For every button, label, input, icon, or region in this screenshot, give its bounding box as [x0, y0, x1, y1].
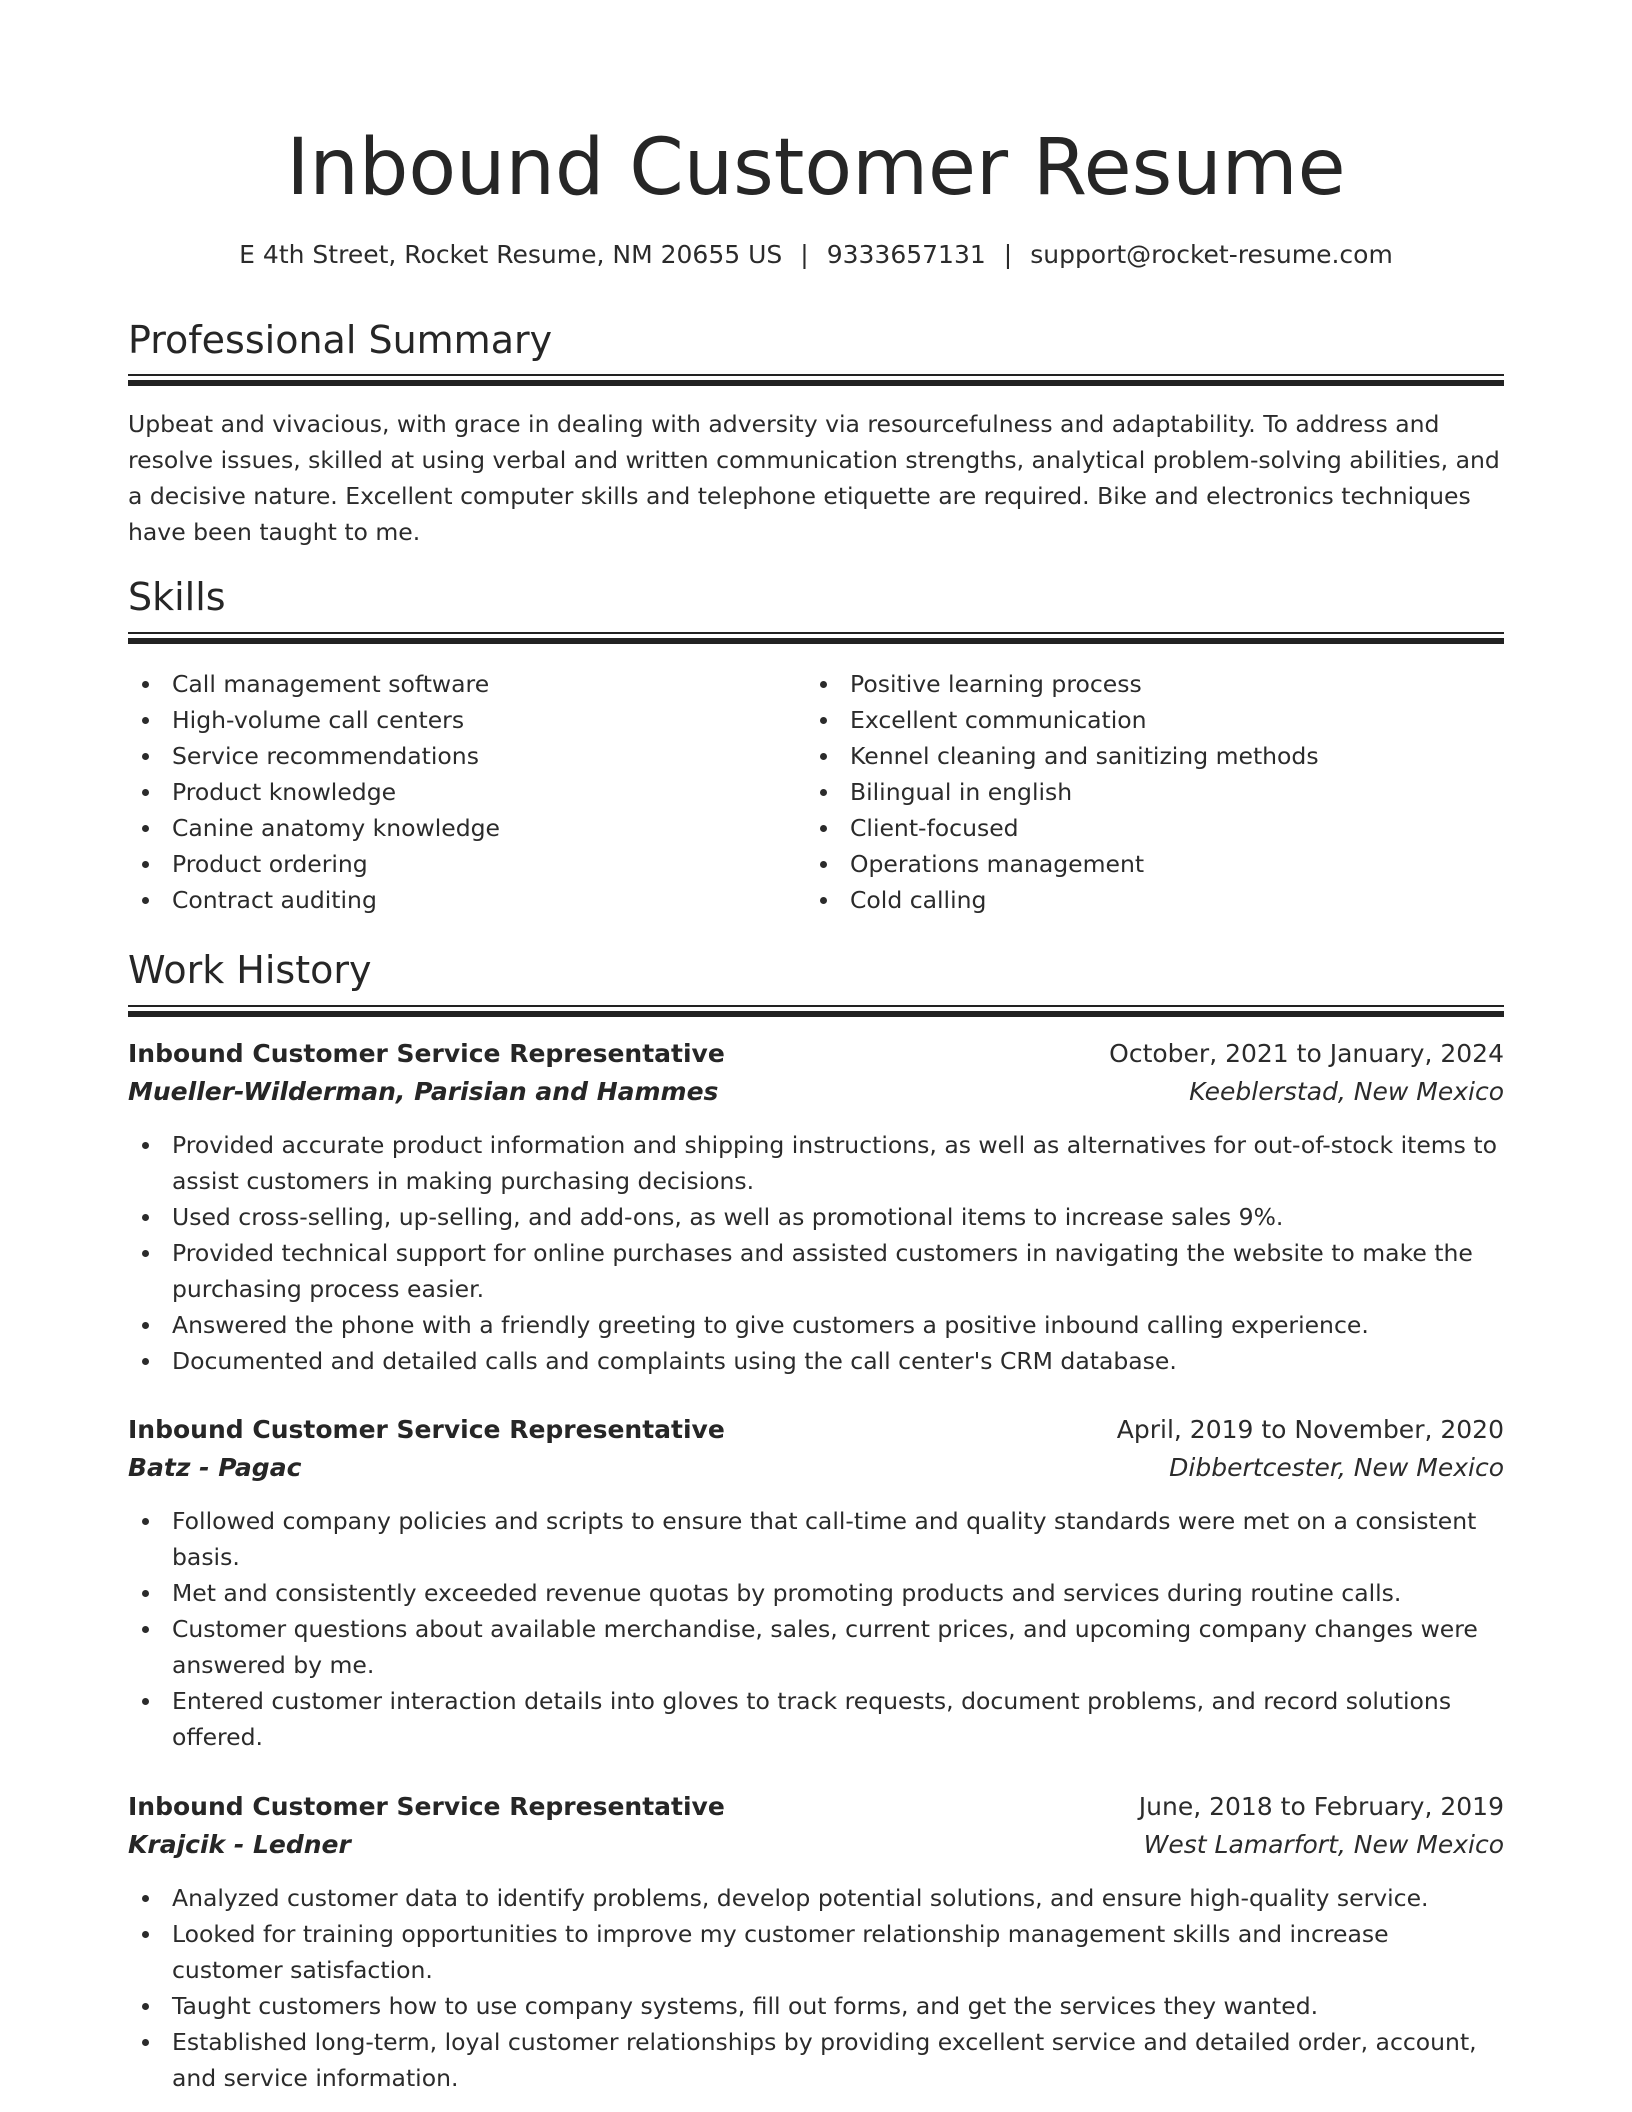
- skill-item: Product ordering: [128, 846, 808, 882]
- skill-item: Bilingual in english: [806, 774, 1486, 810]
- skill-item: Product knowledge: [128, 774, 808, 810]
- skill-item: Canine anatomy knowledge: [128, 810, 808, 846]
- skill-item: Excellent communication: [806, 702, 1486, 738]
- skills-column-right: [806, 666, 1486, 918]
- job-title: Inbound Customer Service Representative: [128, 1039, 725, 1068]
- job-bullet: Provided technical support for online purchases and assisted customers in navigating the website to make the purchasing process easier.: [128, 1235, 1504, 1307]
- skill-item: Operations management: [806, 846, 1486, 882]
- contact-phone: 9333657131: [826, 240, 986, 269]
- skill-item: Kennel cleaning and sanitizing methods: [806, 738, 1486, 774]
- work-history-heading: Work History: [128, 948, 372, 992]
- skill-item: Cold calling: [806, 882, 1486, 918]
- job-bullet: Provided accurate product information and shipping instructions, as well as alternatives for out-of-stock items to assist customers in making purchasing decisions.: [128, 1127, 1504, 1199]
- skill-item: Client-focused: [806, 810, 1486, 846]
- job-title: Inbound Customer Service Representative: [128, 1792, 725, 1821]
- skills-column-left: [128, 666, 808, 918]
- job-bullet: Used cross-selling, up-selling, and add-ons, as well as promotional items to increase sales 9%.: [128, 1199, 1504, 1235]
- job-location: Dibbertcester, New Mexico: [1169, 1453, 1504, 1482]
- job-bullet: Answered the phone with a friendly greeting to give customers a positive inbound calling experience.: [128, 1307, 1504, 1343]
- job-bullet: Taught customers how to use company systems, fill out forms, and get the services they wanted.: [128, 1988, 1504, 2024]
- contact-separator: |: [1003, 240, 1013, 269]
- skills-heading: Skills: [128, 575, 226, 619]
- job-dates: October, 2021 to January, 2024: [1109, 1039, 1504, 1068]
- skill-item: Contract auditing: [128, 882, 808, 918]
- job-location: West Lamarfort, New Mexico: [1143, 1830, 1504, 1859]
- job-bullet: Entered customer interaction details into gloves to track requests, document problems, and record solutions offered.: [128, 1683, 1504, 1755]
- skill-item: Service recommendations: [128, 738, 808, 774]
- skill-item: Call management software: [128, 666, 808, 702]
- job-entry: [128, 1788, 1504, 2096]
- job-company: Mueller-Wilderman, Parisian and Hammes: [128, 1077, 719, 1106]
- job-dates: April, 2019 to November, 2020: [1116, 1415, 1504, 1444]
- skill-item: High-volume call centers: [128, 702, 808, 738]
- summary-heading: Professional Summary: [128, 318, 553, 362]
- job-company: Krajcik - Ledner: [128, 1830, 351, 1859]
- job-entry: [128, 1411, 1504, 1755]
- skill-item: Positive learning process: [806, 666, 1486, 702]
- contact-email: support@rocket-resume.com: [1030, 240, 1393, 269]
- job-location: Keeblerstad, New Mexico: [1189, 1077, 1504, 1106]
- job-entry: [128, 1035, 1504, 1379]
- section-divider: [128, 1005, 1504, 1019]
- job-dates: June, 2018 to February, 2019: [1138, 1792, 1504, 1821]
- job-title: Inbound Customer Service Representative: [128, 1415, 725, 1444]
- contact-separator: |: [800, 240, 809, 269]
- contact-address: E 4th Street, Rocket Resume, NM 20655 US: [239, 240, 783, 269]
- job-bullet: Looked for training opportunities to improve my customer relationship management skills and increase customer satisfaction.: [128, 1916, 1504, 1988]
- contact-line: [128, 237, 1504, 273]
- summary-text: Upbeat and vivacious, with grace in dealing with adversity via resourcefulness and adaptability. To address and resolve issues, skilled at using verbal and written communication strengths, analytical problem-solving abilities, and a decisive nature. Excellent computer skills and telephone etiquette are required. Bike and electronics techniques have been taught to me.: [128, 410, 1500, 546]
- job-bullet: Customer questions about available merchandise, sales, current prices, and upcoming company changes were answered by me.: [128, 1611, 1504, 1683]
- job-bullet: Analyzed customer data to identify problems, develop potential solutions, and ensure high-quality service.: [128, 1880, 1504, 1916]
- job-bullet: Followed company policies and scripts to ensure that call-time and quality standards were met on a consistent basis.: [128, 1503, 1504, 1575]
- section-divider: [128, 632, 1504, 646]
- job-bullet: Met and consistently exceeded revenue quotas by promoting products and services during routine calls.: [128, 1575, 1504, 1611]
- resume-title: Inbound Customer Resume: [286, 123, 1346, 213]
- job-bullet: Established long-term, loyal customer relationships by providing excellent service and detailed order, account, and service information.: [128, 2024, 1504, 2096]
- job-company: Batz - Pagac: [128, 1453, 302, 1482]
- job-bullet: Documented and detailed calls and complaints using the call center's CRM database.: [128, 1343, 1504, 1379]
- section-divider: [128, 374, 1504, 388]
